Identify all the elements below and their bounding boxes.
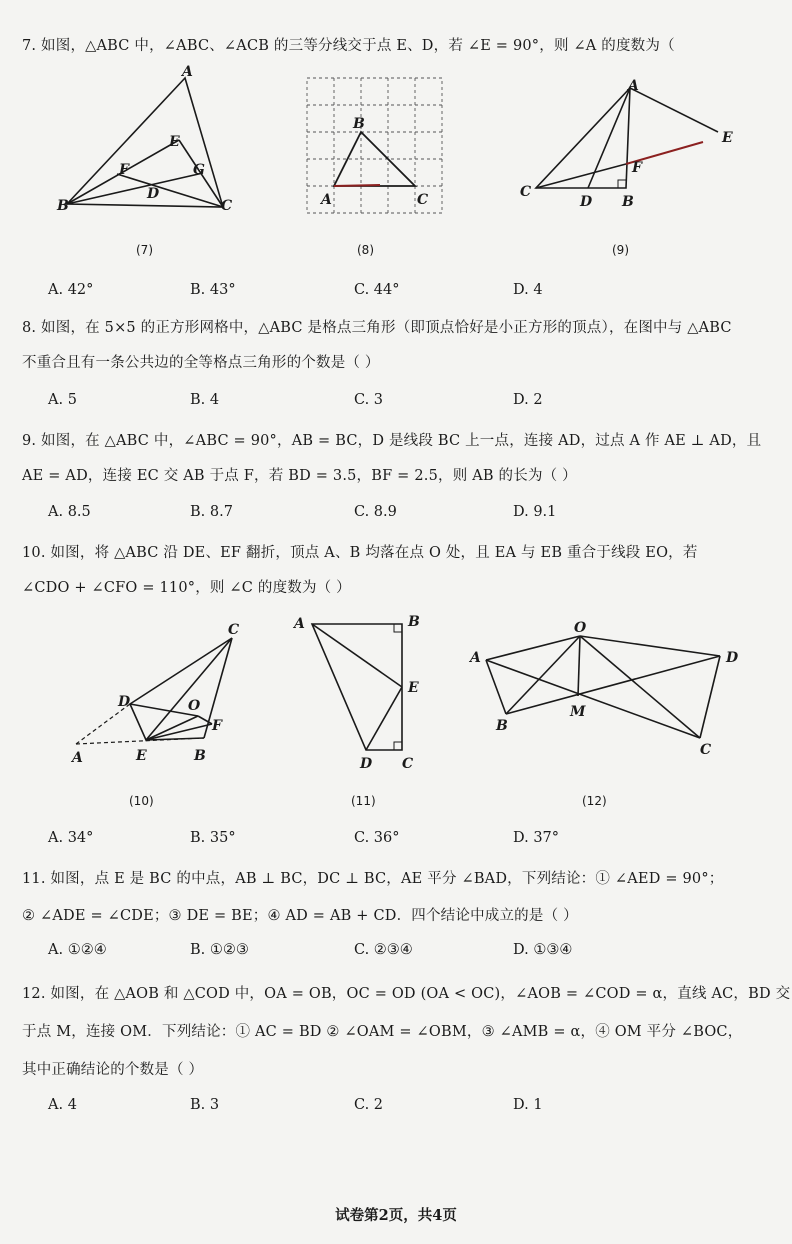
q12-stem-line2: 于点 M，连接 OM．下列结论：① AC = BD ② ∠OAM = ∠OBM，③ ∠AMB = α，④ OM 平分 ∠BOC， <box>22 1024 743 1040</box>
fig7-label-d: D <box>147 186 160 202</box>
fig12-label-m: M <box>570 704 586 720</box>
q11-option-d[interactable]: D. ①③④ <box>513 942 573 958</box>
q8-stem-line1: 8. 如图，在 5×5 的正方形网格中，△ABC 是格点三角形（即顶点恰好是小正方形的顶点），在图中与 △ABC <box>22 320 732 336</box>
page-footer: 试卷第2页，共4页 <box>335 1207 457 1224</box>
q9-stem-line1: 9. 如图，在 △ABC 中，∠ABC = 90°，AB = BC，D 是线段 BC 上一点，连接 AD，过点 A 作 AE ⊥ AD，且 <box>22 433 762 449</box>
fig8-caption: (8) <box>357 243 374 257</box>
figure-7 <box>55 64 255 220</box>
q9-option-d[interactable]: D. 9.1 <box>513 504 557 520</box>
fig9-label-c: C <box>520 184 532 200</box>
fig9-label-a: A <box>628 78 639 94</box>
fig11-label-d: D <box>360 756 373 772</box>
q8-option-c[interactable]: C. 3 <box>354 392 384 408</box>
q12-stem-line3: 其中正确结论的个数是（ ） <box>22 1062 204 1078</box>
fig11-label-a: A <box>294 616 305 632</box>
fig7-label-e: E <box>169 134 180 150</box>
fig9-caption: (9) <box>612 243 629 257</box>
fig8-label-c: C <box>417 192 429 208</box>
fig10-label-c: C <box>228 622 240 638</box>
q10-option-a[interactable]: A. 34° <box>48 830 94 846</box>
q7-option-a[interactable]: A. 42° <box>48 282 94 298</box>
fig7-label-g: G <box>193 162 205 178</box>
q7-option-c[interactable]: C. 44° <box>354 282 400 298</box>
q12-option-a[interactable]: A. 4 <box>48 1097 77 1113</box>
fig8-label-b: B <box>353 116 365 132</box>
fig7-caption: (7) <box>136 243 153 257</box>
q9-option-a[interactable]: A. 8.5 <box>48 504 91 520</box>
fig10-label-o: O <box>188 698 201 714</box>
figure-12 <box>468 622 748 762</box>
fig9-label-f: F <box>632 160 642 176</box>
fig10-label-d: D <box>118 694 131 710</box>
fig10-label-b: B <box>194 748 206 764</box>
fig10-label-a: A <box>72 750 83 766</box>
fig7-label-b: B <box>57 198 69 214</box>
fig11-label-b: B <box>408 614 420 630</box>
q11-option-a[interactable]: A. ①②④ <box>48 942 107 958</box>
q8-option-a[interactable]: A. 5 <box>48 392 77 408</box>
fig11-label-c: C <box>402 756 414 772</box>
fig12-oa <box>486 636 580 660</box>
fig8-label-a: A <box>321 192 332 208</box>
q10-option-c[interactable]: C. 36° <box>354 830 400 846</box>
fig12-label-b: B <box>496 718 508 734</box>
q10-option-b[interactable]: B. 35° <box>190 830 236 846</box>
q9-option-c[interactable]: C. 8.9 <box>354 504 397 520</box>
fig11-quadrilateral <box>312 624 402 750</box>
q9-stem-line2: AE = AD，连接 EC 交 AB 于点 F，若 BD = 3.5，BF = 2.5，则 AB 的长为（ ） <box>22 468 577 484</box>
q10-option-d[interactable]: D. 37° <box>513 830 560 846</box>
q10-stem-line1: 10. 如图，将 △ABC 沿 DE、EF 翻折，顶点 A、B 均落在点 O 处，且 EA 与 EB 重合于线段 EO，若 <box>22 545 698 561</box>
q12-option-b[interactable]: B. 3 <box>190 1097 220 1113</box>
q11-option-b[interactable]: B. ①②③ <box>190 942 249 958</box>
fig12-label-a: A <box>470 650 481 666</box>
fig7-label-f: F <box>119 162 129 178</box>
fig7-triangle <box>67 78 223 207</box>
fig9-triangle <box>536 88 630 188</box>
fig12-caption: (12) <box>582 794 607 808</box>
figure-8 <box>305 76 455 221</box>
q10-stem-line2: ∠CDO + ∠CFO = 110°，则 ∠C 的度数为（ ） <box>22 580 351 596</box>
fig11-label-e: E <box>408 680 419 696</box>
q12-option-c[interactable]: C. 2 <box>354 1097 384 1113</box>
q7-option-d[interactable]: D. 4 <box>513 282 543 298</box>
q12-option-d[interactable]: D. 1 <box>513 1097 543 1113</box>
fig10-caption: (10) <box>129 794 154 808</box>
q8-stem-line2: 不重合且有一条公共边的全等格点三角形的个数是（ ） <box>22 355 380 371</box>
fig11-caption: (11) <box>351 794 376 808</box>
fig9-label-d: D <box>580 194 593 210</box>
q11-stem-line2: ② ∠ADE = ∠CDE；③ DE = BE；④ AD = AB + CD．四个结论中成立的是（ ） <box>22 908 578 924</box>
fig12-label-c: C <box>700 742 712 758</box>
fig10-label-f: F <box>212 718 222 734</box>
figure-10 <box>70 620 260 770</box>
q8-option-d[interactable]: D. 2 <box>513 392 543 408</box>
q7-stem: 7. 如图，△ABC 中，∠ABC、∠ACB 的三等分线交于点 E、D，若 ∠E = 90°，则 ∠A 的度数为（ <box>22 38 675 54</box>
q12-stem-line1: 12. 如图，在 △AOB 和 △COD 中，OA = OB，OC = OD (OA < OC)，∠AOB = ∠COD = α，直线 AC，BD 交 <box>22 986 791 1002</box>
fig7-label-a: A <box>182 64 193 80</box>
fig7-label-c: C <box>221 198 233 214</box>
q8-option-b[interactable]: B. 4 <box>190 392 220 408</box>
q11-option-c[interactable]: C. ②③④ <box>354 942 413 958</box>
fig12-label-d: D <box>726 650 739 666</box>
fig9-label-b: B <box>622 194 634 210</box>
fig10-label-e: E <box>136 748 147 764</box>
fig12-label-o: O <box>574 620 587 636</box>
q7-option-b[interactable]: B. 43° <box>190 282 236 298</box>
figure-9 <box>518 80 738 210</box>
q11-stem-line1: 11. 如图，点 E 是 BC 的中点，AB ⊥ BC，DC ⊥ BC，AE 平分 ∠BAD，下列结论：① ∠AED = 90°； <box>22 871 724 887</box>
q9-option-b[interactable]: B. 8.7 <box>190 504 233 520</box>
fig9-label-e: E <box>722 130 733 146</box>
figure-11 <box>290 612 430 777</box>
